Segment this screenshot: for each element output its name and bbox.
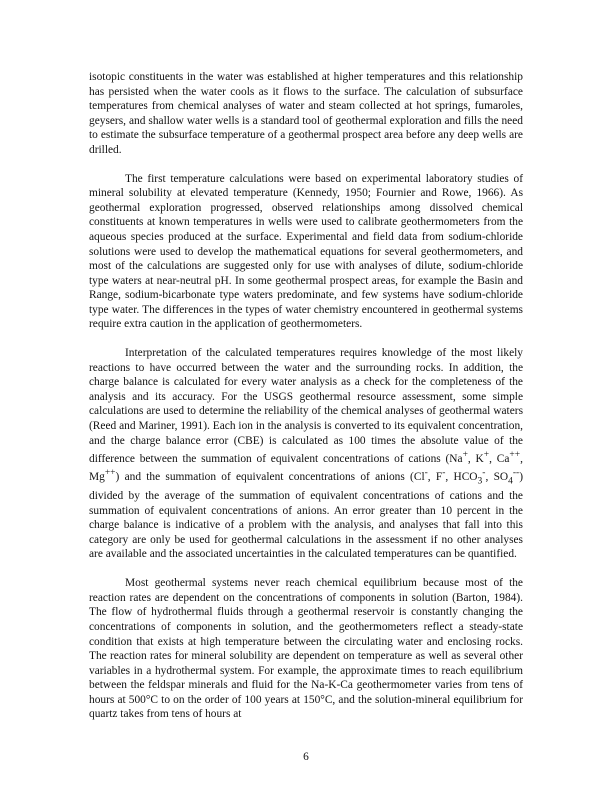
- ion-so4: $SO_4^{--}$: [493, 468, 520, 487]
- anion-list: Cl-, F-, $HCO_3^-$, $SO_4^{--}$: [413, 468, 520, 487]
- page-number: 6: [303, 751, 309, 763]
- ion-ca: Ca++: [496, 450, 521, 465]
- charge-balance-text-start: Interpretation of the calculated temperatures requires knowledge of the most likely reactions to have occurred between the water and the surrounding rocks. In addition, the charge balance is calculated for every water analysis as a check for the completeness of the analysis and its accuracy. For the USGS geothermal resource assessment, some simple calculations are used to determine the reliability of the chemical analyses of geothermal waters (Reed and Mariner, 1991). Each ion in the analysis is converted to its equivalent concentration, and the charge balance error (CBE) is calculated as 100 times the absolute value of the difference between the summation of equivalent concentrations of cations (: [89, 347, 523, 465]
- ion-hco3: $HCO_3^-$: [453, 468, 486, 487]
- ion-cl: Cl-: [413, 468, 428, 484]
- paragraph-chemical-equilibrium: Most geothermal systems never reach chemical equilibrium because most of the reaction rates are dependent on the concentrations of components in solution (Barton, 1984). The flow of hydrothermal fluids through a geothermal reservoir is constantly changing the concentrations of components in solution, and the geothermometers reflect a steady-state condition that exists at high temperature between the circulating water and enclosing rocks. The reaction rates for mineral solubility are dependent on temperature as well as several other variables in a hydrothermal system. For example, the approximate times to reach equilibrium between the feldspar minerals and fluid for the Na-K-Ca geothermometer varies from tens of hours at 500°C to on the order of 100 years at 150°C, and the solution-mineral equilibrium for quartz takes from tens of hours at: [89, 577, 523, 721]
- ion-f: F-: [435, 468, 446, 484]
- document-body: [89, 70, 523, 722]
- paragraph-first-temperature-calculations: The first temperature calculations were based on experimental laboratory studies of mineral solubility at elevated temperature (Kennedy, 1950; Fournier and Rowe, 1966). As geothermal exploration progressed, observed relationships among dissolved chemical constituents at known temperatures in wells were used to calibrate geothermometers from the aqueous species produced at the surface. Experimental and field data from sodium-chloride solutions were used to develop the mathematical equations for several geothermometers, and most of the calculations are suggested only for use with analyses of dilute, sodium-chloride type waters at near-neutral pH. In some geothermal prospect areas, for example the Basin and Range, sodium-bicarbonate type waters predominate, and few systems have sodium-chloride type water. The differences in the types of water chemistry encountered in geothermal systems require extra caution in the application of geothermometers.: [89, 172, 523, 331]
- ion-k: K+: [475, 450, 490, 465]
- paragraph-isotopic-constituents: isotopic constituents in the water was established at higher temperatures and this relationship has persisted when the water cools as it flows to the surface. The calculation of subsurface temperatures from chemical analyses of water and steam collected at hot springs, fumaroles, geysers, and shallow water wells is a standard tool of geothermal exploration and fills the need to estimate the subsurface temperature of a geothermal prospect area before any deep wells are drilled.: [89, 71, 523, 156]
- cation-list: Na+, K+, Ca++, Mg++: [89, 450, 523, 484]
- paragraph-charge-balance: [89, 346, 523, 562]
- charge-balance-text-end: ) divided by the average of the summation of equivalent concentrations of cations and the summation of equivalent concentrations of anions. An error greater than 10 percent in the charge balance is indicative of a problem with the analysis, and analyses that fall into this category are only be used for geothermal calculations in the assessment if no other analyses are available and the associated uncertainties in the calculated temperatures can be quantified.: [89, 471, 523, 561]
- charge-balance-text-middle: ) and the summation of equivalent concentrations of anions (: [115, 471, 414, 484]
- ion-na: Na+: [449, 450, 468, 465]
- ion-mg: Mg++: [89, 468, 116, 484]
